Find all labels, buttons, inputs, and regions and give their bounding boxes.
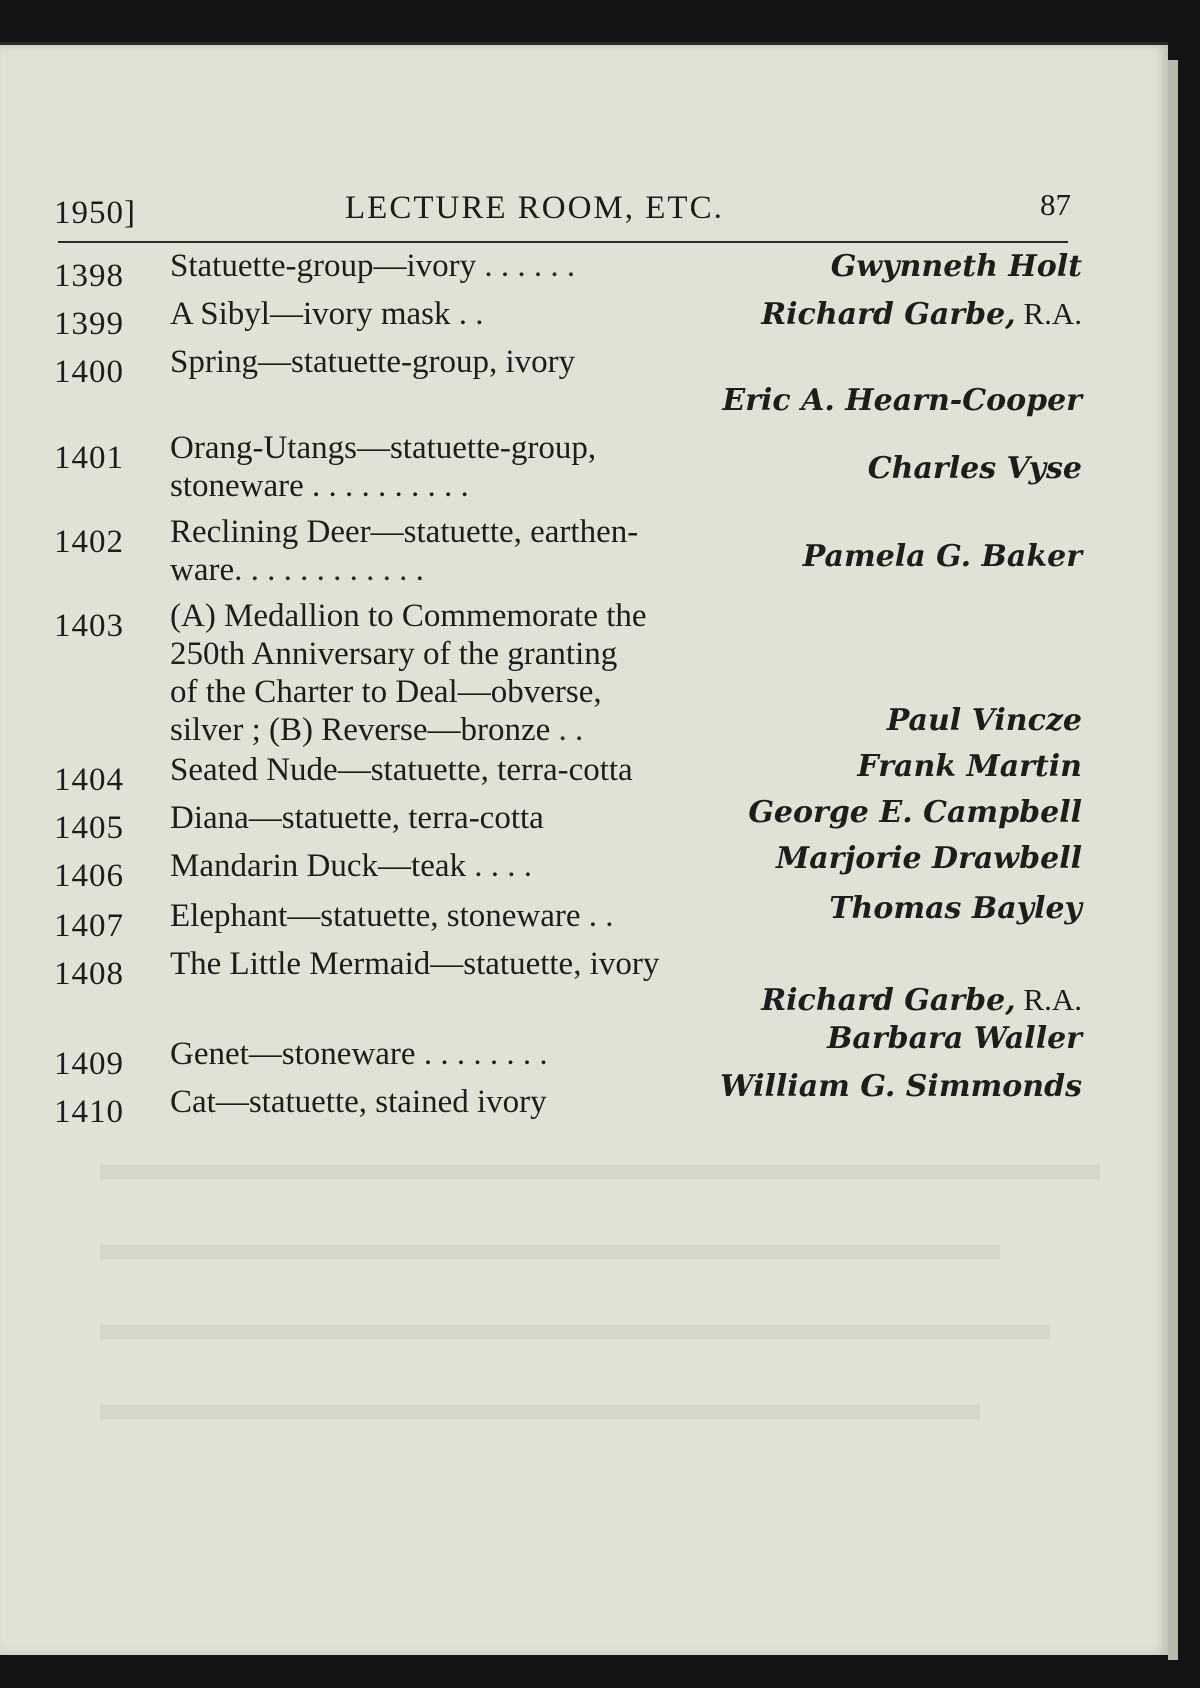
entry-artist: Gwynneth Holt — [830, 249, 1082, 284]
entry-number: 1410 — [54, 1094, 124, 1130]
entry-number: 1402 — [54, 524, 124, 560]
entry-artist: Marjorie Drawbell — [776, 841, 1082, 876]
running-head-title: LECTURE ROOM, ETC. — [345, 190, 724, 226]
entry-number: 1405 — [54, 810, 124, 846]
entry-artist: Barbara Waller — [827, 1021, 1082, 1056]
entry-description: Elephant—statuette, stoneware . . — [170, 898, 614, 934]
entry-description: Seated Nude—statuette, terra-cotta — [170, 752, 633, 788]
page-edge — [1168, 60, 1178, 1660]
entry-description: Spring—statuette-group, ivory — [170, 344, 576, 380]
entry-description: Genet—stoneware . . . . . . . . — [170, 1036, 548, 1072]
entry-artist: Frank Martin — [857, 749, 1082, 784]
entry-number: 1399 — [54, 306, 124, 342]
running-head — [0, 45, 1168, 265]
page-number: 87 — [1040, 187, 1071, 222]
bleed-through — [100, 1405, 980, 1419]
entry-artist: Pamela G. Baker — [802, 539, 1082, 574]
bleed-through — [100, 1325, 1050, 1339]
header-rule — [58, 241, 1068, 243]
entry-description: Mandarin Duck—teak . . . . — [170, 848, 532, 884]
entry-description: Orang-Utangs—statuette-group, stoneware . . . . . . . . . . — [170, 430, 597, 504]
bleed-through — [100, 1165, 1100, 1179]
entry-description: A Sibyl—ivory mask . . — [170, 296, 484, 332]
entry-description: (A) Medallion to Commemorate the 250th Anniversary of the granting of the Charter to Deal—obverse, silver ; (B) Reverse—bronze . . — [170, 598, 647, 748]
entry-number: 1403 — [54, 608, 124, 644]
entry-description: Statuette-group—ivory . . . . . . — [170, 248, 576, 284]
entry-artist: Richard Garbe, R.A. — [761, 296, 1082, 332]
entry-number: 1400 — [54, 354, 124, 390]
entry-artist: Thomas Bayley — [829, 891, 1082, 926]
entry-artist: Paul Vincze — [886, 703, 1082, 738]
entry-description: The Little Mermaid—statuette, ivory — [170, 946, 660, 982]
entry-artist: Charles Vyse — [867, 451, 1082, 486]
entry-number: 1408 — [54, 956, 124, 992]
book-page — [0, 42, 1168, 1655]
entry-number: 1404 — [54, 762, 124, 798]
entry-number: 1401 — [54, 440, 124, 476]
entry-description: Reclining Deer—statuette, earthen- ware. . . . . . . . . . . . — [170, 514, 639, 588]
entry-artist: Eric A. Hearn-Cooper — [722, 383, 1082, 418]
entry-number: 1406 — [54, 858, 124, 894]
entry-number: 1407 — [54, 908, 124, 944]
entry-number: 1409 — [54, 1046, 124, 1082]
bleed-through — [100, 1245, 1000, 1259]
entry-artist: William G. Simmonds — [719, 1069, 1082, 1104]
entry-number: 1398 — [54, 258, 124, 294]
entry-artist: Richard Garbe, R.A. — [761, 982, 1082, 1018]
running-head-year: 1950] — [54, 195, 136, 231]
entry-description: Diana—statuette, terra-cotta — [170, 800, 544, 836]
entry-description: Cat—statuette, stained ivory — [170, 1084, 547, 1120]
entry-artist: George E. Campbell — [748, 795, 1082, 830]
